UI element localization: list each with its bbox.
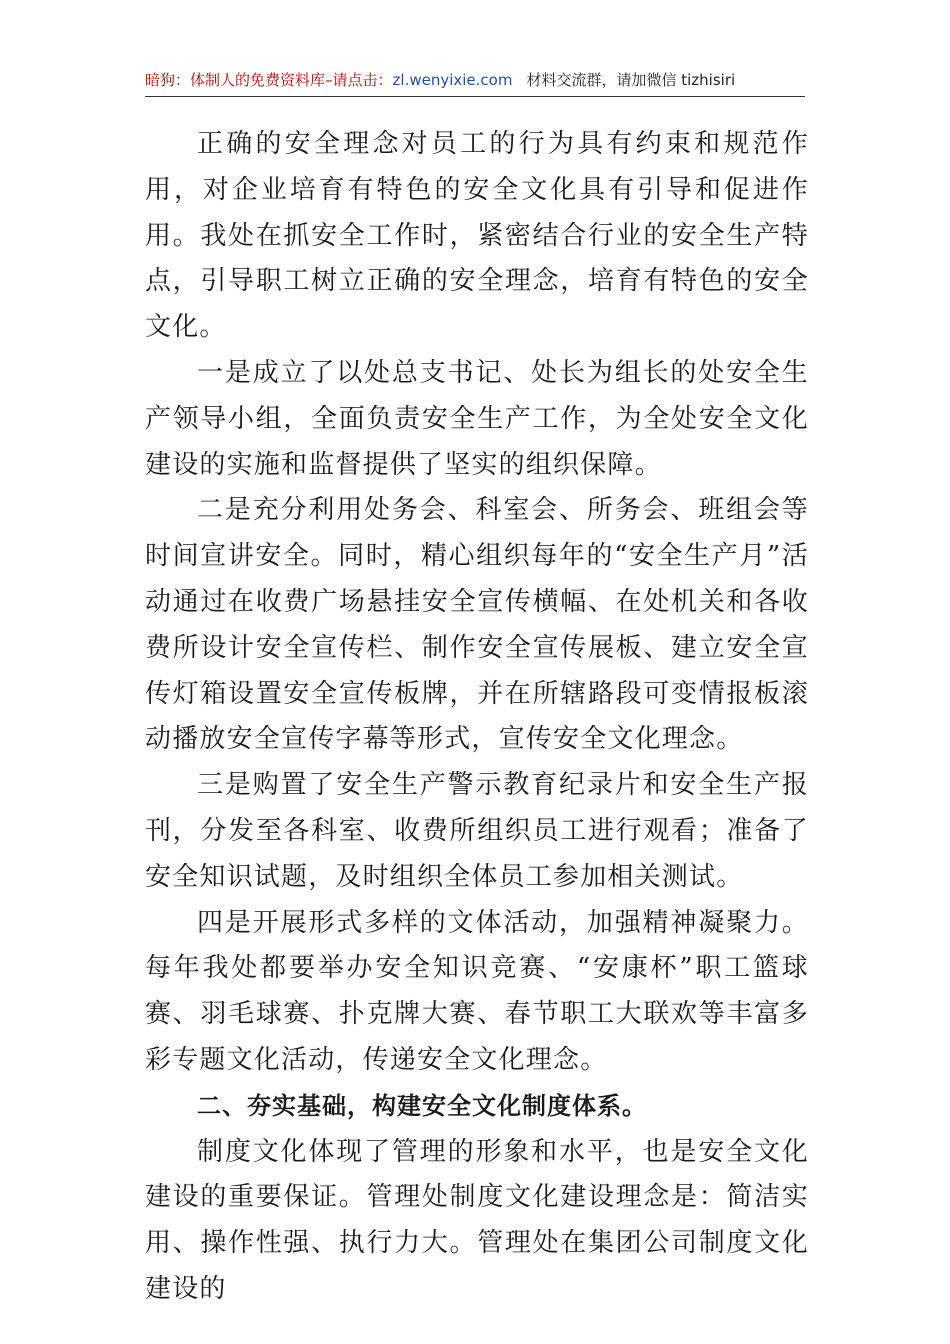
paragraph-closing: 制度文化体现了管理的形象和水平，也是安全文化建设的重要保证。管理处制度文化建设理念是：简洁实用、操作性强、执行力大。管理处在集团公司制度文化建设的 xyxy=(145,1136,809,1304)
paragraph-point-two: 二是充分利用处务会、科室会、所务会、班组会等时间宣讲安全。同时，精心组织每年的“安全生产月”活动通过在收费广场悬挂安全宣传横幅、在处机关和各收费所设计安全宣传栏、制作安全宣传展板、建立安全宣传灯箱设置安全宣传板牌，并在所辖路段可变情报板滚动播放安全宣传字幕等形式，宣传安全文化理念。 xyxy=(145,495,809,755)
header-cta: –请点击： xyxy=(325,71,393,89)
header-url-link[interactable]: zl.wenyixie.com xyxy=(392,71,513,89)
header-wechat-note: 材料交流群，请加微信 tizhisiri xyxy=(526,71,736,89)
paragraph-point-four: 四是开展形式多样的文体活动，加强精神凝聚力。每年我处都要举办安全知识竞赛、“安康杯”职工篮球赛、羽毛球赛、扑克牌大赛、春节职工大联欢等丰富多彩专题文化活动，传递安全文化理念。 xyxy=(145,907,809,1075)
paragraph-intro: 正确的安全理念对员工的行为具有约束和规范作用，对企业培育有特色的安全文化具有引导和促进作用。我处在抓安全工作时，紧密结合行业的安全生产特点，引导职工树立正确的安全理念，培育有特色的安全文化。 xyxy=(145,129,809,343)
header-brand: 暗狗：体制人的免费资料库 xyxy=(145,71,326,89)
section-heading: 二、夯实基础，构建安全文化制度体系。 xyxy=(197,1091,647,1120)
page-header xyxy=(145,66,805,97)
document-body xyxy=(145,122,809,1313)
paragraph-point-one: 一是成立了以处总支书记、处长为组长的处安全生产领导小组，全面负责安全生产工作，为全处安全文化建设的实施和监督提供了坚实的组织保障。 xyxy=(145,357,809,480)
paragraph-point-three: 三是购置了安全生产警示教育纪录片和安全生产报刊，分发至各科室、收费所组织员工进行观看；准备了安全知识试题，及时组织全体员工参加相关测试。 xyxy=(145,770,809,892)
